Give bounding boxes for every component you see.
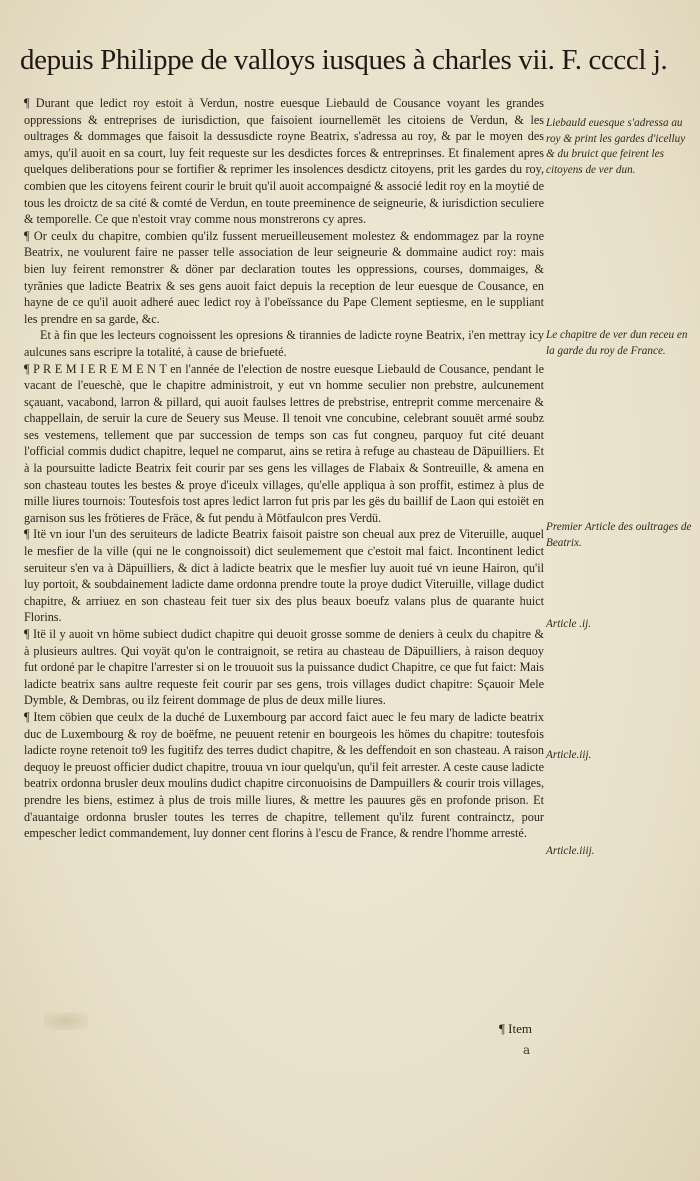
margin-note-article-4: Article.iiij.	[546, 845, 595, 857]
paragraph-premierement: ¶ P R E M I E R E M E N T en l'année de l'election de nostre euesque Liebauld de Cousance, pendant le vacant de l'eueschè, que le chapitre administroit, y eut vn homme seculier non prebstre, aulcunement sçauant, vacabond, larron & pillard, qui auoit faulses lettres de prebstrise, entreprit comme mercenaire & chappellain, de seruir la cure de Seuery sus Meuse. Il tenoit vne concubine, celebrant souuët armé soubz ses vestemens, tellement que par succession de temps son cas fut congneu, parquoy fut cité deuant l'official commis dudict chapitre, lequel ne comparut, ains se retira à refuge au chasteau de Däpuilliers. Et à la poursuitte ladicte Beatrix feit courir par ses gens les villages de Flabaix & Sontreuille, & amena en son chasteau toutes les bestes & proye d'iceulx villages, qu'elle appliqua à son proffit, estimez à plus de mille liures tournois: Toutesfois tost apres ledict larron fut pris par les gës du baillif de Laon qui estoiët en garnison sus les frötieres de Fräce, & fut pendu à Mötfaulcon pres Verdü.	[24, 361, 544, 525]
running-head: depuis Philippe de valloys iusques à charles vii. F. ccccl j.	[20, 44, 668, 76]
paragraph-article-2: ¶ Itë vn iour l'un des seruiteurs de ladicte Beatrix faisoit paistre son cheual aux prez de Viteruille, auquel le mesfier de la ville (qui ne le congnoissoit) dict seulemement que c'estoit mal faict. Incontinent ledict seruiteur s'en va à Däpuilliers, & dict à ladicte beatrix que le mesfier luy auoit tué vn ieune Hairon, qu'il luy portoit, & soubdainement ladicte dame ordonna prendre toute la proye dudict Viteruille, village dudict chapitre, & arriuez en son chasteau feit tuer six des plus beaux boeufz valans plus de quarante huict Florins.	[24, 527, 544, 625]
signature-mark: a	[523, 1043, 531, 1057]
margin-note-premier-article: Premier Article des oultrages de Beatrix.	[546, 521, 692, 549]
margin-note-liebauld: Liebauld euesque s'adressa au roy & print les gardes d'icelluy & du bruict que feirent les citoyens de ver dun.	[546, 117, 686, 176]
margin-note-chapitre-garde: Le chapitre de ver dun receu en la garde du roy de France.	[546, 329, 688, 357]
catchword: ¶ Item	[499, 1021, 532, 1036]
margin-note-article-2: Article .ij.	[546, 618, 592, 630]
paper-stain	[44, 1012, 88, 1030]
paragraph-lecteurs: Et à fin que les lecteurs cognoissent les opresions & tirannies de ladicte royne Beatrix, i'en mettray icy aulcunes sans escripre la totalité, à cause de briefueté.	[24, 328, 544, 359]
paragraph-chapitre: ¶ Or ceulx du chapitre, combien qu'ilz fussent merueilleusement molestez & endommagez par la royne Beatrix, ne voulurent faire ne passer telle association de leur seigneurie & dommaine audict roy: mais bien luy feirent remonstrer & döner par declaration toutes les oppressions, courses, dommaiges, & tyrãnies que ladicte Beatrix & ses gens auoit faict depuis la reception de leur euesque de Cousance, en hayne de ce qu'il auoit adheré auec ledict roy à l'obeïssance du Pape Clement septiesme, en le suppliant les prendre en sa garde, &c.	[24, 228, 544, 326]
margin-note-article-3: Article.iij.	[546, 749, 592, 761]
paragraph-article-4: ¶ Item cöbien que ceulx de la duché de Luxembourg par accord faict auec le feu mary de ladicte beatrix duc de Luxembourg & roy de boëfme, ne peuuent retenir en bourgeois les hömes du chapitre: toutesfois ladicte royne retenoit to9 les fugitifz des terres dudict chapitre, & les deffendoit en son chasteau. A raison dequoy le preuost officier dudict chapitre, trouua vn iour quelqu'un, qu'il feit arrester. A ceste cause ladicte beatrix ordonna brusler deux moulins dudict chapitre circonuoisins de Dampuillers & courir trois villages, prendre les biens, estimez à plus de trois mille liures, & mettre les pauures gës en profonde prison. Et d'auantaige ordonna brusler toutes les terres de chapitre, tellement qu'ilz furent contrainctz, pour empescher ledict commandement, luy donner cent florins à l'escu de France, & rendre l'homme arresté.	[24, 709, 544, 841]
paragraph-article-3: ¶ Itë il y auoit vn höme subiect dudict chapitre qui deuoit grosse somme de deniers à ceulx du chapitre & à plusieurs aultres. Qui voyät qu'on le contraignoit, se retira au chasteau de Däpuilliers, à raison dequoy fut ordoné par le chapitre l'arrester si on le trouuoit sus la puissance dudict Chapitre, ce que fut faict: Mais ladicte beatrix sans aultre requeste feit courir par ses gens, trois villages dudict chapitre: Sçauoir Mele Dymble, & Dembras, ou ilz feirent dommage de plus de deux mille liures.	[24, 627, 544, 708]
paragraph-verdun-intro: ¶ Durant que ledict roy estoit à Verdun, nostre euesque Liebauld de Cousance voyant les grandes oppressions & entreprises de iurisdiction, que faisoient iournellemët les citoiens de Verdun, & les oultrages & dommages que faisoit la dessusdicte royne Beatrix, s'adressa au roy, & par le moyen des amys, qu'il auoit en sa court, luy feit requeste sur les desdictes forces & entreprinses. Et finalement apres quelques deliberations pour se fortifier & reprimer les insolences desdictz citoyens, prit les gardes du roy, combien que les citoyens feirent courir le bruit qu'il auoit accompaigné & associé ledit roy en la moytié de tous les droictz de sa cité & comté de Verdun, en toute preeminence de seigneurie, & iurisdiction seculiere & temporelle. Ce que n'estoit vray comme nous monstrerons cy apres.	[24, 96, 544, 227]
main-text-column	[24, 95, 544, 842]
